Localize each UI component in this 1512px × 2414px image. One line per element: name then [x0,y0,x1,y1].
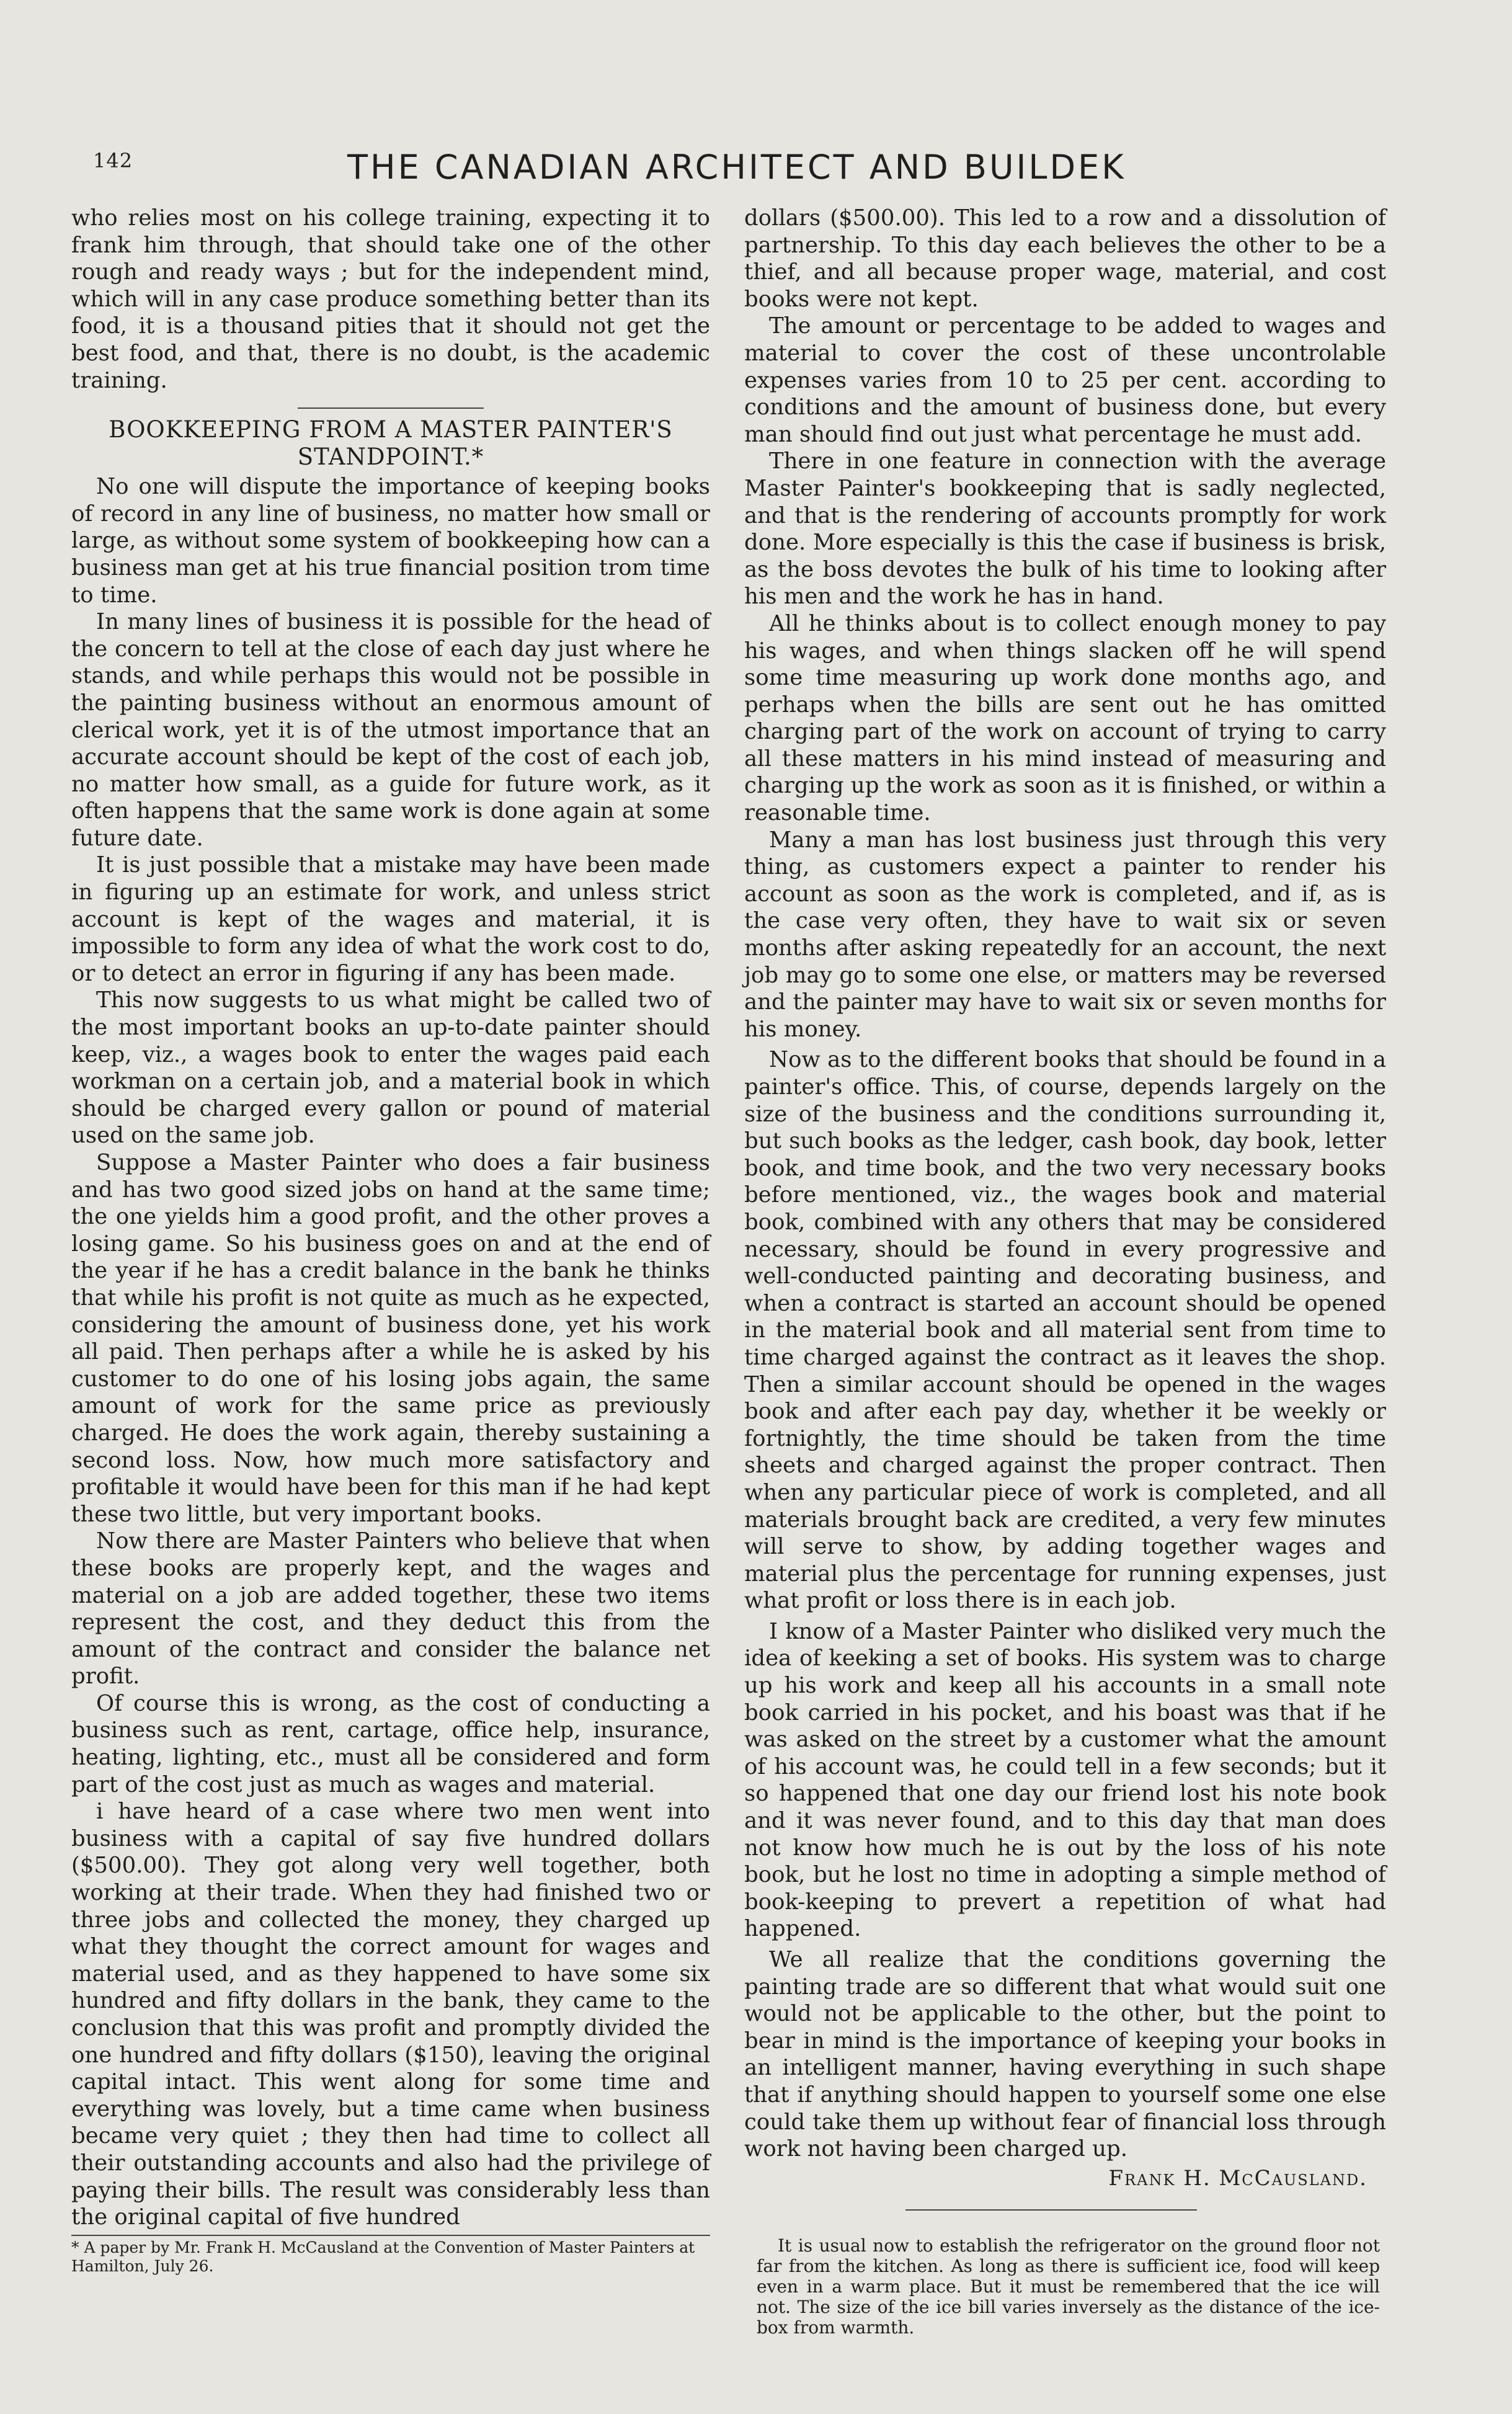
body-paragraph: There in one feature in connection with the average Master Painter's bookkeeping that is sadly neglected, and that is the rendering of accounts promptly for work done. More especially is this the case if business is brisk, as the boss devotes the bulk of his time to looking after his men and the work he has in hand. [744,448,1386,610]
footnote-divider [71,2235,710,2236]
body-paragraph: Many a man has lost business just through this very thing, as customers expect a painter to render his account as soon as the work is completed, and if, as is the case very often, they have to wait six or seven months after asking repeatedly for an account, the next job may go to some one else, or matters may be reversed and the painter may have to wait six or seven months for his money. [744,827,1386,1042]
refrigerator-note: It is usual now to establish the refrigerator on the ground floor not far from the kitchen. As long as there is sufficient ice, food will keep even in a warm place. But it must be remembered that the ice will not. The size of the ice bill varies inversely as the distance of the ice-box from warmth. [757,2235,1380,2338]
body-paragraph: Of course this is wrong, as the cost of conducting a business such as rent, cartage, office help, insurance, heating, lighting, etc., must all be considered and form part of the cost just as much as wages and material. [71,1690,710,1797]
body-paragraph: I know of a Master Painter who disliked very much the idea of keeking a set of books. His system was to charge up his work and keep all his accounts in a small note book carried in his pocket, and his boast was that if he was asked on the street by a customer what the amount of his account was, he could tell in a few seconds; but it so happened that one day our friend lost his note book and it was never found, and to this day that man does not know how much he is out by the loss of his note book, but he lost no time in adopting a simple method of book-keeping to prevert a repetition of what had happened. [744,1618,1386,1942]
page-number: 142 [93,149,133,172]
intro-paragraph: who relies most on his college training, expecting it to frank him through, that should take one of the other rough and ready ways ; but for the independent mind, which will in any case produce something better than its food, it is a thousand pities that it should not get the best food, and that, there is no doubt, is the academic training. [71,205,710,393]
left-column [71,205,710,2276]
body-paragraph: It is just possible that a mistake may have been made in figuring up an estimate for work, and unless strict account is kept of the wages and material, it is impossible to form any idea of what the work cost to do, or to detect an error in figuring if any has been made. [71,852,710,986]
body-paragraph: dollars ($500.00). This led to a row and a dissolution of partnership. To this day each believes the other to be a thief, and all because proper wage, material, and cost books were not kept. [744,205,1386,312]
footnote: * A paper by Mr. Frank H. McCausland at the Convention of Master Painters at Hamilton, July 26. [71,2238,695,2275]
body-paragraph: Suppose a Master Painter who does a fair business and has two good sized jobs on hand at the same time; the one yields him a good profit, and the other proves a losing game. So his business goes on and at the end of the year if he has a credit balance in the bank he thinks that while his profit is not quite as much as he expected, considering the amount of business done, yet his work all paid. Then perhaps after a while he is asked by his customer to do one of his losing jobs again, the same amount of work for the same price as previously charged. He does the work again, thereby sustaining a second loss. Now, how much more satisfactory and profitable it would have been for this man if he had kept these two little, but very important books. [71,1150,710,1527]
body-paragraph: The amount or percentage to be added to wages and material to cover the cost of these uncontrolable expenses varies from 10 to 25 per cent. according to conditions and the amount of business done, but every man should find out just what percentage he must add. [744,313,1386,447]
article-title: BOOKKEEPING FROM A MASTER PAINTER'S STANDPOINT.* [109,416,673,471]
body-paragraph: No one will dispute the importance of keeping books of record in any line of business, no matter how small or large, as without some system of bookkeeping how can a business man get at his true financial position trom time to time. [71,474,710,608]
right-column [744,205,1386,2338]
body-paragraph: We all realize that the conditions governing the painting trade are so different that what would suit one would not be applicable to the other, but the point to bear in mind is the importance of keeping your books in an intelligent manner, having everything in such shape that if anything should happen to yourself some one else could take them up without fear of financial loss through work not having been charged up. [744,1947,1386,2162]
article-end-divider [905,2209,1197,2211]
author-signature: Frank H. McCausland. [1108,2165,1367,2191]
body-paragraph: Now as to the different books that should be found in a painter's office. This, of course, depends largely on the size of the business and the conditions surrounding it, but such books as the ledger, cash book, day book, letter book, and time book, and the two very necessary books before mentioned, viz., the wages book and material book, combined with any others that may be considered necessary, should be found in every progressive and well-conducted painting and decorating business, and when a contract is started an account should be opened in the material book and all material sent from time to time charged against the contract as it leaves the shop. Then a similar account should be opened in the wages book and after each pay day, whether it be weekly or fortnightly, the time should be taken from the time sheets and charged against the proper contract. Then when any particular piece of work is completed, and all materials brought back are credited, a very few minutes will serve to show, by adding together wages and material plus the percentage for running expenses, just what profit or loss there is in each job. [744,1047,1386,1614]
section-divider [298,408,484,409]
body-paragraph: This now suggests to us what might be called two of the most important books an up-to-date painter should keep, viz., a wages book to enter the wages paid each workman on a certain job, and a material book in which should be charged every gallon or pound of material used on the same job. [71,987,710,1149]
page-header-title: THE CANADIAN ARCHITECT AND BUILDEK [347,148,1126,187]
body-paragraph: All he thinks about is to collect enough money to pay his wages, and when things slacken off he will spend some time measuring up work done months ago, and perhaps when the bills are sent out he has omitted charging part of the work on account of trying to carry all these matters in his mind instead of measuring and charging up the work as soon as it is finished, or within a reasonable time. [744,610,1386,826]
body-paragraph: i have heard of a case where two men went into business with a capital of say five hundred dollars ($500.00). They got along very well together, both working at their trade. When they had finished two or three jobs and collected the money, they charged up what they thought the correct amount for wages and material used, and as they happened to have some six hundred and fifty dollars in the bank, they came to the conclusion that this was profit and promptly divided the one hundred and fifty dollars ($150), leaving the original capital intact. This went along for some time and everything was lovely, but a time came when business became very quiet ; they then had time to collect all their outstanding accounts and also had the privilege of paying their bills. The result was considerably less than the original capital of five hundred [71,1799,710,2230]
body-paragraph: In many lines of business it is possible for the head of the concern to tell at the close of each day just where he stands, and while perhaps this would not be possible in the painting business without an enormous amount of clerical work, yet it is of the utmost importance that an accurate account should be kept of the cost of each job, no matter how small, as a guide for future work, as it often happens that the same work is done again at some future date. [71,609,710,851]
body-paragraph: Now there are Master Painters who believe that when these books are properly kept, and the wages and material on a job are added together, these two items represent the cost, and they deduct this from the amount of the contract and consider the balance net profit. [71,1528,710,1690]
